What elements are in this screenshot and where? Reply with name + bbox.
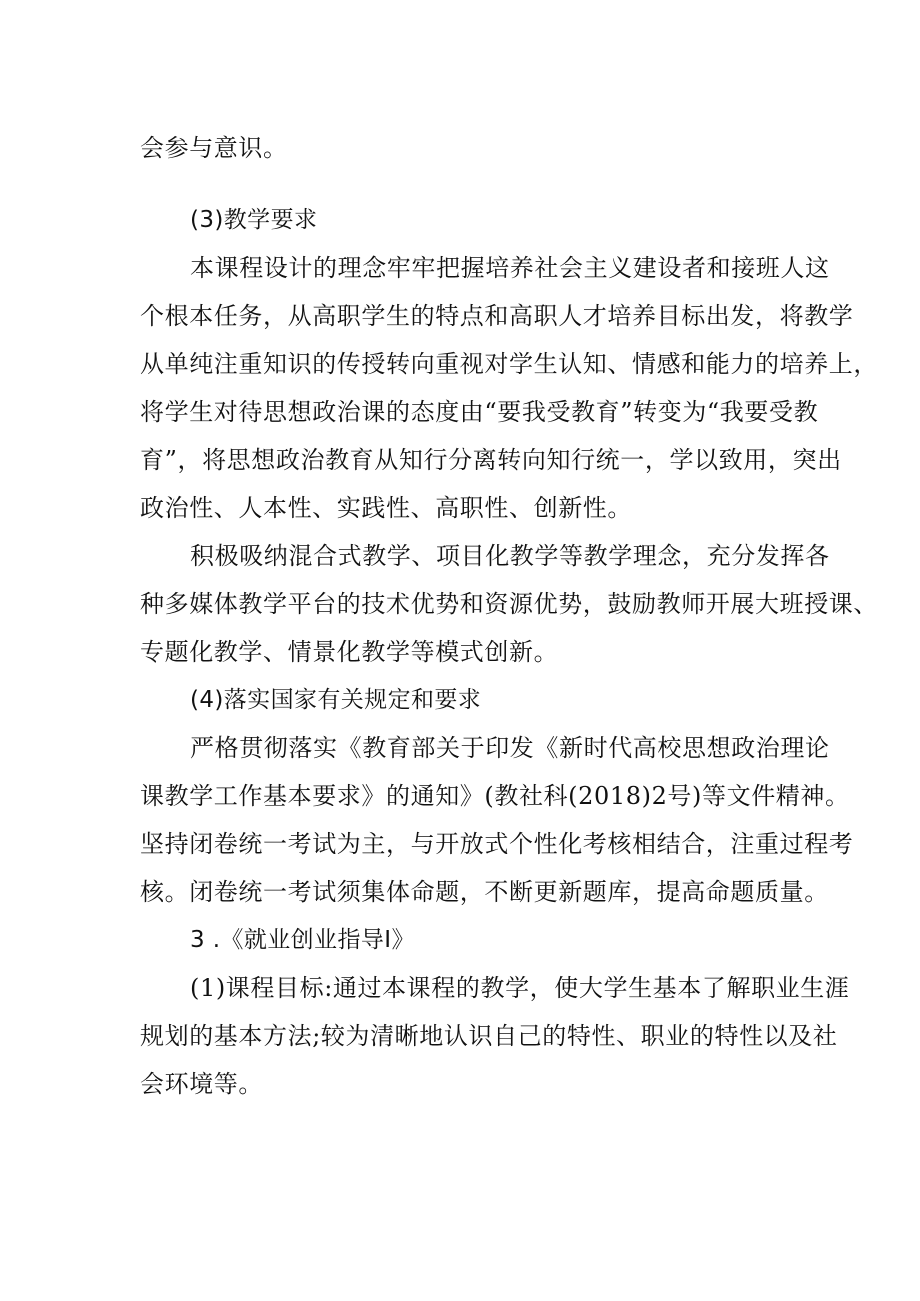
text-line-8: 政治性、人本性、实践性、高职性、创新性。	[140, 494, 632, 522]
text-line-15: 坚持闭卷统一考试为主，与开放式个性化考核相结合，注重过程考	[140, 830, 854, 858]
text-line-19: 规划的基本方法;较为清晰地认识自己的特性、职业的特性以及社	[140, 1022, 838, 1050]
text-line-7: 育”，将思想政治教育从知行分离转向知行统一，学以致用，突出	[140, 446, 842, 474]
text-line-18: (1)课程目标:通过本课程的教学，使大学生基本了解职业生涯	[190, 974, 850, 1002]
text-line-14: 课教学工作基本要求》的通知》(教社科(2018)2号)等文件精神。	[140, 782, 850, 810]
text-line-13: 严格贯彻落实《教育部关于印发《新时代高校思想政治理论	[190, 734, 830, 762]
text-line-5: 从单纯注重知识的传授转向重视对学生认知、情感和能力的培养上，	[140, 350, 878, 378]
section-heading-regulations: (4)落实国家有关规定和要求	[190, 687, 482, 713]
text-line-1: 会参与意识。	[140, 134, 288, 162]
text-line-4: 个根本任务，从高职学生的特点和高职人才培养目标出发，将教学	[140, 302, 854, 330]
text-line-10: 种多媒体教学平台的技术优势和资源优势，鼓励教师开展大班授课、	[140, 590, 878, 618]
text-line-11: 专题化教学、情景化教学等模式创新。	[140, 638, 559, 666]
text-line-20: 会环境等。	[140, 1070, 263, 1098]
section-heading-career-guidance: 3 .《就业创业指导I》	[190, 927, 415, 953]
section-heading-teaching-requirements: (3)教学要求	[190, 207, 318, 233]
text-line-9: 积极吸纳混合式教学、项目化教学等教学理念，充分发挥各	[190, 542, 830, 570]
text-line-6: 将学生对待思想政治课的态度由“要我受教育”转变为“我要受教	[140, 398, 819, 426]
text-line-16: 核。闭卷统一考试须集体命题，不断更新题库，提高命题质量。	[140, 878, 829, 906]
text-line-3: 本课程设计的理念牢牢把握培养社会主义建设者和接班人这	[190, 254, 830, 282]
